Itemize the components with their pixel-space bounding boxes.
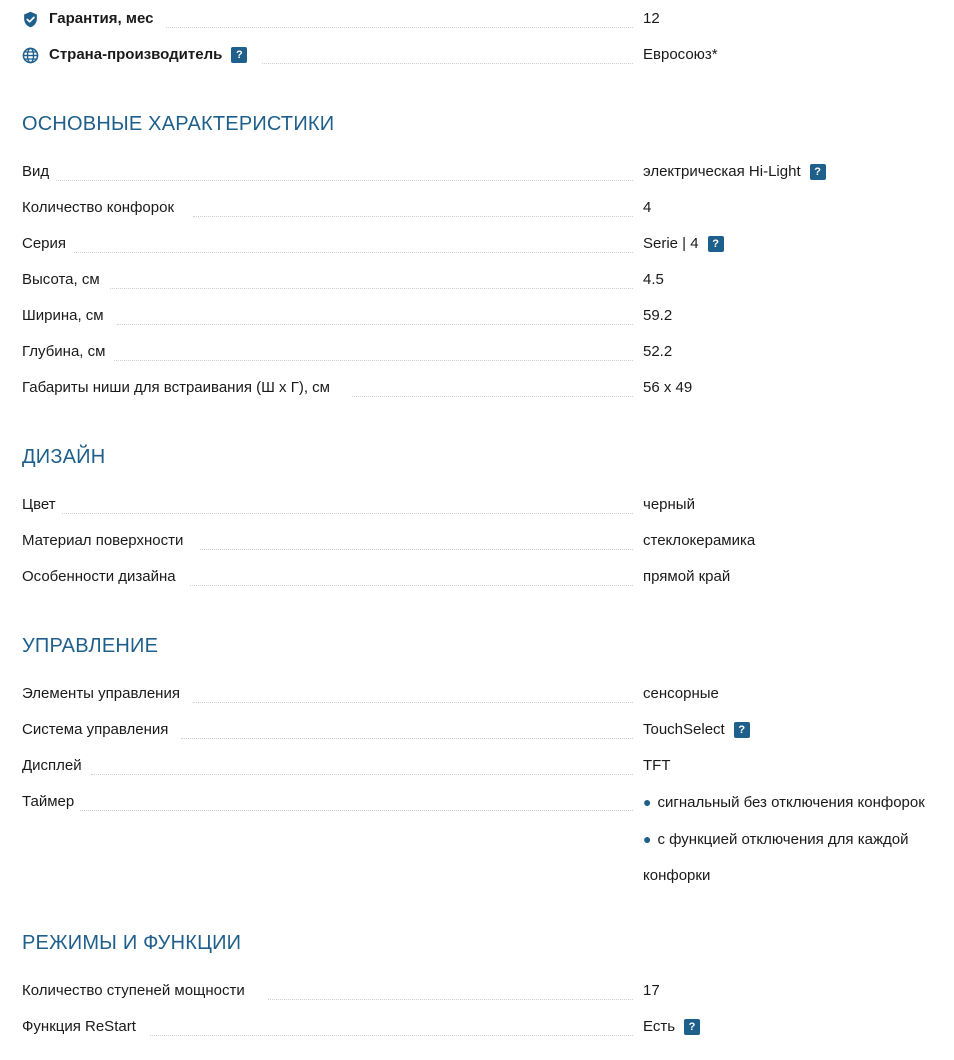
dotted-leader xyxy=(268,999,633,1000)
spec-row xyxy=(22,298,954,334)
spec-row xyxy=(22,154,954,190)
spec-value: TFT xyxy=(643,757,671,774)
section-title-control: УПРАВЛЕНИЕ xyxy=(22,635,159,657)
dotted-leader xyxy=(262,63,633,64)
spec-value: Есть ? xyxy=(643,1009,700,1045)
spec-label: Система управления xyxy=(22,721,169,738)
help-icon[interactable]: ? xyxy=(810,164,826,180)
dotted-leader xyxy=(117,324,633,325)
spec-row xyxy=(22,370,954,406)
globe-icon xyxy=(22,47,39,64)
spec-row xyxy=(22,262,954,298)
spec-value: электрическая Hi-Light ? xyxy=(643,154,826,190)
dotted-leader xyxy=(200,549,633,550)
spec-label: Материал поверхности xyxy=(22,532,184,549)
spec-label: Цвет xyxy=(22,496,56,513)
dotted-leader xyxy=(190,585,633,586)
spec-row xyxy=(22,973,954,1009)
spec-value: Serie | 4 ? xyxy=(643,226,724,262)
spec-value: 4 xyxy=(643,199,652,216)
shield-check-icon xyxy=(22,11,39,28)
spec-label: Дисплей xyxy=(22,757,82,774)
spec-label: Таймер xyxy=(22,793,75,810)
spec-row xyxy=(22,1009,954,1045)
dotted-leader xyxy=(74,252,633,253)
spec-row-country xyxy=(22,37,954,73)
bullet-icon: ● xyxy=(643,831,652,847)
dotted-leader xyxy=(150,1035,633,1036)
spec-row xyxy=(22,676,954,712)
spec-label: Глубина, см xyxy=(22,343,106,360)
spec-label: Габариты ниши для встраивания (Ш х Г), см xyxy=(22,379,330,396)
spec-row xyxy=(22,712,954,748)
spec-row xyxy=(22,559,954,595)
dotted-leader xyxy=(56,180,633,181)
list-item: ● сигнальный без отключения конфорок xyxy=(643,794,925,811)
spec-label: Высота, см xyxy=(22,271,100,288)
spec-label: Особенности дизайна xyxy=(22,568,176,585)
section-title-design: ДИЗАЙН xyxy=(22,446,106,468)
dotted-leader xyxy=(193,216,633,217)
dotted-leader xyxy=(110,288,633,289)
spec-label: Страна-производитель xyxy=(49,46,223,63)
spec-value: Евросоюз* xyxy=(643,46,718,63)
spec-value: 52.2 xyxy=(643,343,673,360)
spec-value: 17 xyxy=(643,982,660,999)
spec-row xyxy=(22,190,954,226)
dotted-leader xyxy=(91,774,633,775)
spec-value: 59.2 xyxy=(643,307,673,324)
spec-row xyxy=(22,226,954,262)
spec-row xyxy=(22,748,954,784)
spec-value-list xyxy=(643,784,925,894)
dotted-leader xyxy=(181,738,633,739)
dotted-leader xyxy=(193,702,633,703)
help-icon[interactable]: ? xyxy=(231,47,247,63)
spec-label: Элементы управления xyxy=(22,685,180,702)
spec-row-warranty xyxy=(22,1,954,37)
dotted-leader xyxy=(114,360,633,361)
spec-label: Количество ступеней мощности xyxy=(22,982,245,999)
help-icon[interactable]: ? xyxy=(734,722,750,738)
spec-row xyxy=(22,523,954,559)
spec-value: стеклокерамика xyxy=(643,532,756,549)
dotted-leader xyxy=(80,810,633,811)
spec-row-timer xyxy=(22,784,954,892)
spec-label: Вид xyxy=(22,163,50,180)
spec-row xyxy=(22,487,954,523)
section-title-main: ОСНОВНЫЕ ХАРАКТЕРИСТИКИ xyxy=(22,113,335,135)
spec-value: TouchSelect ? xyxy=(643,712,750,748)
spec-label: Функция ReStart xyxy=(22,1018,136,1035)
spec-row xyxy=(22,334,954,370)
spec-value: черный xyxy=(643,496,695,513)
spec-label: Ширина, см xyxy=(22,307,104,324)
section-title-modes: РЕЖИМЫ И ФУНКЦИИ xyxy=(22,932,242,954)
dotted-leader xyxy=(166,27,633,28)
spec-value: 56 x 49 xyxy=(643,379,693,396)
spec-label: Гарантия, мес xyxy=(49,10,154,27)
help-icon[interactable]: ? xyxy=(708,236,724,252)
spec-value: сенсорные xyxy=(643,685,719,702)
spec-label: Серия xyxy=(22,235,67,252)
list-item-continuation: конфорки xyxy=(643,867,711,884)
dotted-leader xyxy=(352,396,633,397)
list-item: ● с функцией отключения для каждой xyxy=(643,831,909,848)
spec-label: Количество конфорок xyxy=(22,199,175,216)
spec-value: 4.5 xyxy=(643,271,664,288)
spec-value: 12 xyxy=(643,10,660,27)
dotted-leader xyxy=(62,513,633,514)
bullet-icon: ● xyxy=(643,794,652,810)
spec-value: прямой край xyxy=(643,568,731,585)
help-icon[interactable]: ? xyxy=(684,1019,700,1035)
